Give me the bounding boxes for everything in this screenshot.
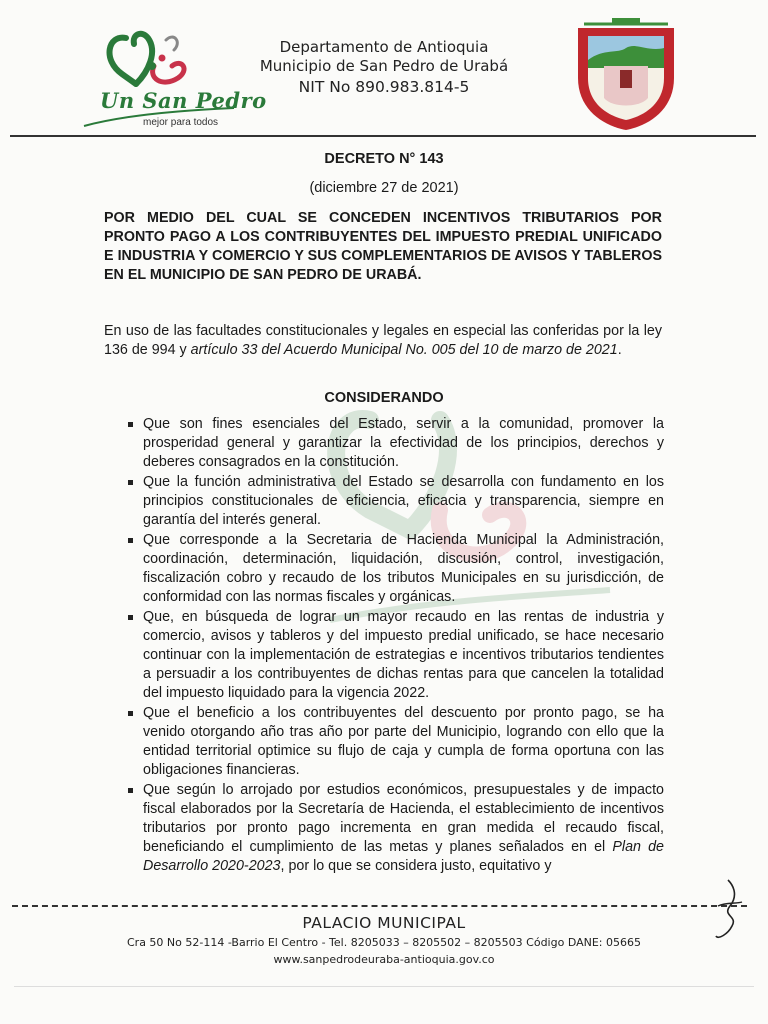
header-divider xyxy=(10,135,756,137)
coat-of-arms-icon xyxy=(574,18,678,132)
list-item xyxy=(130,781,664,876)
footer-divider xyxy=(12,905,747,907)
decree-number: DECRETO N° 143 xyxy=(324,151,444,167)
plan-reference: Plan de Desarrollo 2020-2023 xyxy=(143,839,664,874)
list-item: Que corresponde a la Secretaria de Hacienda Municipal la Administración, coordinación, determinación, liquidación, discusión, control, investigación, fiscalización cobro y recaudo de los tributos Municipales en su jurisdicción, de conformidad con las normas fiscales y orgánicas. xyxy=(130,531,664,607)
list-item: Que, en búsqueda de lograr un mayor recaudo en las rentas de industria y comercio, avisos y tableros y del impuesto predial unificado, se hace necesario continuar con la implementación de estrategias e incentivos tributarios tendientes a persuadir a los contribuyentes de dichas rentas para que cancelen la totalidad del impuesto liquidado para la vigencia 2022. xyxy=(130,608,664,703)
municipality-name: Municipio de San Pedro de Urabá xyxy=(259,57,509,75)
municipality-logo-icon xyxy=(78,22,238,132)
list-item: Que la función administrativa del Estado se desarrolla con fundamento en los principios constitucionales de eficiencia, eficacia y transparencia, siempre en garantía del interés general. xyxy=(130,473,664,530)
decree-title: POR MEDIO DEL CUAL SE CONCEDEN INCENTIVOS TRIBUTARIOS POR PRONTO PAGO A LOS CONTRIBUYENTES DEL IMPUESTO PREDIAL UNIFICADO E INDUSTRIA Y COMERCIO Y SUS COMPLEMENTARIOS DE AVISOS Y TABLEROS EN EL MUNICIPIO DE SAN PEDRO DE URABÁ. xyxy=(104,210,662,283)
footer-website: www.sanpedrodeuraba-antioquia.gov.co xyxy=(273,953,495,966)
considerando-list xyxy=(130,415,664,877)
intro-end: . xyxy=(617,342,622,358)
decree-date: (diciembre 27 de 2021) xyxy=(309,180,459,196)
list-item: Que son fines esenciales del Estado, servir a la comunidad, promover la prosperidad general y garantizar la efectividad de los principios, derechos y deberes consagrados en la constitución. xyxy=(130,415,664,472)
intro-text: En uso de las facultades constitucionales y legales en especial las conferidas por la ley 136 de 994 y xyxy=(104,323,662,358)
intro-italic-reference: artículo 33 del Acuerdo Municipal No. 005 del 10 de marzo de 2021 xyxy=(190,342,618,358)
letterhead xyxy=(246,38,522,98)
logo-name: Un San Pedro xyxy=(100,88,267,113)
page-edge xyxy=(14,986,754,987)
department-name: Departamento de Antioquia xyxy=(279,38,489,56)
list-item-text: Que según lo arrojado por estudios económicos, presupuestales y de impacto fiscal elaborados por la Secretaría de Hacienda, el establecimiento de incentivos tributarios por pronto pago incrementa en gran medida el recaudo fiscal, beneficiando el cumplimiento de las metas y planes señalados en el xyxy=(143,782,664,855)
nit-number: NIT No 890.983.814-5 xyxy=(298,78,470,96)
considerando-heading: CONSIDERANDO xyxy=(324,390,444,406)
intro-paragraph xyxy=(104,322,662,360)
logo-tagline: mejor para todos xyxy=(143,117,219,128)
footer-title: PALACIO MUNICIPAL xyxy=(302,914,466,932)
list-item: Que el beneficio a los contribuyentes del descuento por pronto pago, se ha venido otorgando año tras año por parte del Municipio, logrando con ello que la entidad territorial optimice su flujo de caja y cumpla de forma oportuna con las obligaciones financieras. xyxy=(130,704,664,780)
list-item-text-end: , por lo que se considera justo, equitativo y xyxy=(280,858,552,874)
footer-address: Cra 50 No 52-114 -Barrio El Centro - Tel. 8205033 – 8205502 – 8205503 Código DANE: 05665 xyxy=(126,936,641,949)
